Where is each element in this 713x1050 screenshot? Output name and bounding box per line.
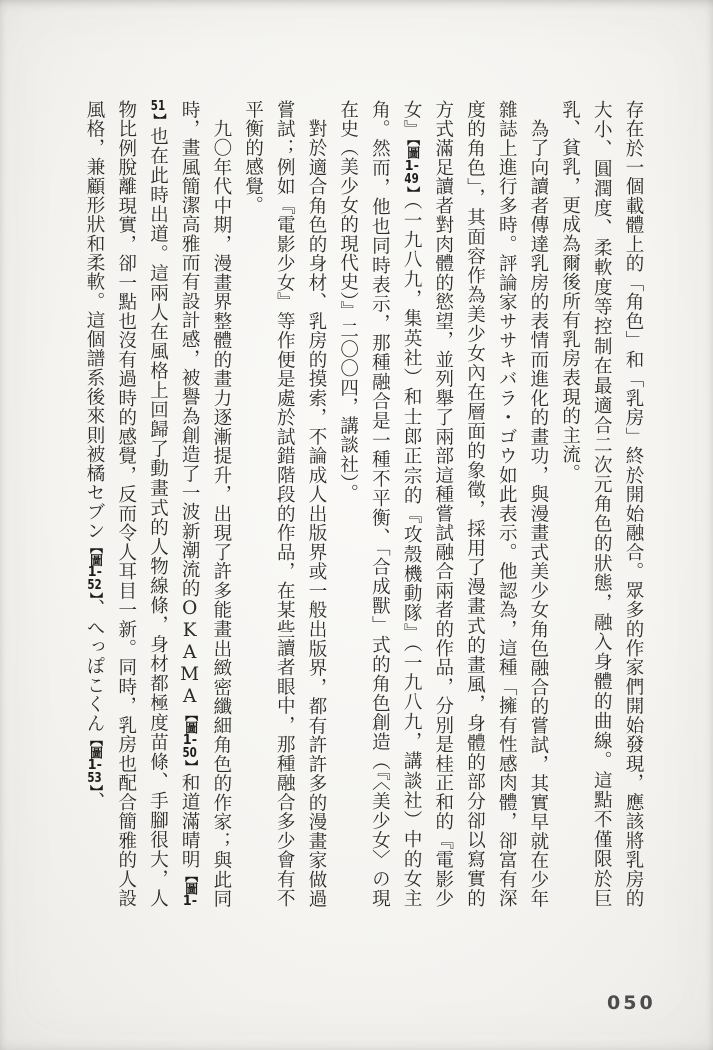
figure-ref: 【圖1-51】: [150, 100, 198, 909]
body-text-vertical: [77, 100, 649, 908]
figure-ref: 【圖1-53】: [87, 733, 103, 792]
paragraph-continued: 存在於一個載體上的「角色」和「乳房」終於開始融合。眾多的作家們開始發現，應該將乳房的大小、圓潤度、柔軟度等控制在最適合二次元角色的狀態，融入身體的曲線。這點不僅限於巨乳、貧乳，更成為爾後所有乳房表現的主流。: [559, 100, 644, 908]
paragraph: 對於適合角色的身材、乳房的摸索，不論成人出版界或一般出版界，都有許許多的漫畫家做過嘗試；例如『電影少女』等作便是處於試錯階段的作品，在某些讀者眼中，那種融合多少會有不平衡的感覺。: [242, 100, 327, 908]
paragraph: 為了向讀者傳達乳房的表情而進化的畫功，與漫畫式美少女角色融合的嘗試，其實早就在少年雜誌上進行多時。評論家ササキバラ・ゴウ如此表示。他認為，這種「擁有性感肉體，卻富有深度的角色」，其面容作為美少女內在層面的象徵，採用了漫畫式的畫風，身體的部分卻以寫實的方式滿足讀者對肉體的慾望，並列舉了兩部這種嘗試融合兩者的作品，分別是桂正和的『電影少女』【圖1-49】（一九八九，集英社）和士郎正宗的『攻殼機動隊』（一九八九，講談社）中的女主角。然而，他也同時表示，那種融合是一種不平衡、「合成獸」式的角色創造（『〈美少女〉の現在史（美少女的現代史）』二〇〇四，講談社）。: [337, 100, 549, 908]
figure-ref: 【圖1-50】: [182, 708, 198, 774]
paragraph: 九〇年代中期，漫畫界整體的畫力逐漸提升，出現了許多能畫出緻密纖細角色的作家；與此同時，畫風簡潔高雅而有設計感，被譽為創造了一波新潮流的OKAMA【圖1-50】和道滿晴明【圖1-51】也在此時出道。這兩人在風格上回歸了動畫式的人物線條，身材都極度苗條、手腳很大，人物比例脫離現實，卻一點也沒有過時的感覺，反而令人耳目一新。同時，乳房也配合簡雅的人設風格，兼顧形狀和柔軟。這個譜系後來則被橘セブン【圖1-52】、へっぽこくん【圖1-53】、: [84, 100, 232, 909]
page-number: 050: [607, 992, 656, 1014]
latin-name: OKAMA: [179, 598, 201, 709]
figure-ref: 【圖1-52】: [87, 540, 103, 599]
figure-ref: 【圖1-49】: [404, 139, 420, 201]
